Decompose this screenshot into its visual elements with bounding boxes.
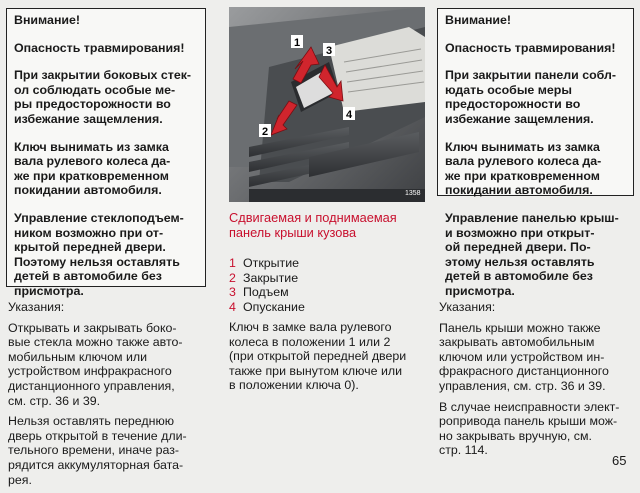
figure-legend — [229, 256, 305, 314]
legend-item — [229, 285, 305, 300]
notes-heading: Указания: — [439, 300, 496, 314]
warning-paragraph: Управление стеклоподъем- ником возможно при от- крытой передней двери. Поэтому нельзя оставлять детей в автомобиле без присмотра. — [14, 210, 184, 298]
warning-paragraph: При закрытии боковых стек- ол соблюдать особые ме- ры предосторожности во избежание защемления. — [14, 68, 192, 126]
warning-paragraph: Ключ вынимать из замка вала рулевого колеса да- же при кратковременном покидании автомобиля. — [14, 139, 171, 198]
legend-number: 1 — [229, 256, 236, 270]
legend-item — [229, 271, 305, 286]
callout-3: 3 — [326, 45, 333, 57]
note-paragraph: Нельзя оставлять переднюю дверь открытой в течение дли- тельного времени, иначе раз- рядится аккумуляторная бата- рея. — [8, 414, 187, 487]
legend-number: 4 — [229, 299, 236, 314]
warning-box-right — [437, 8, 634, 298]
callout-2: 2 — [262, 126, 269, 138]
warning-title: Внимание! — [445, 13, 512, 27]
sunroof-switch-photo — [229, 7, 425, 202]
callout-1: 1 — [294, 37, 301, 49]
figure-caption: Сдвигаемая и поднимаемая панель крыши кузова — [229, 210, 397, 240]
warning-paragraph: При закрытии панели собл- юдать особые меры предосторожности во избежание защемления. — [445, 68, 617, 126]
note-paragraph: Панель крыши можно также закрывать автомобильным ключом или устройством ин- фракрасного дистанционного управления, см. стр. 36 и 39. — [439, 320, 609, 393]
note-paragraph: В случае неисправности элект- ропривода панель крыши мож- но закрывать вручную, см. стр. 114. — [439, 399, 620, 458]
warning-subtitle: Опасность травмирования! — [445, 40, 616, 55]
callout-4: 4 — [346, 109, 353, 121]
legend-number: 3 — [229, 285, 236, 300]
warning-paragraph: Управление панелью крыш- и возможно при открыт- ой передней двери. По- этому нельзя оставлять детей в автомобиле без присмотра. — [445, 210, 619, 298]
page-number: 65 — [612, 453, 627, 468]
legend-label: Закрытие — [243, 270, 299, 285]
legend-item — [229, 256, 305, 271]
figure-number: 1358 — [405, 190, 421, 197]
warning-subtitle: Опасность травмирования! — [14, 40, 185, 55]
note-paragraph: Открывать и закрывать боко- вые стекла можно также авто- мобильным ключом или устройством инфракрасного дистанционного управления, см. стр. 36 и 39. — [8, 320, 183, 408]
key-position-text: Ключ в замке вала рулевого колеса в положении 1 или 2 (при открытой передней двери также при вынутом ключе или в положении ключа 0). — [229, 320, 407, 393]
notes-left — [8, 300, 208, 493]
legend-label: Подъем — [243, 285, 289, 300]
warning-title: Внимание! — [14, 13, 81, 27]
legend-item — [229, 300, 305, 315]
warning-box-left — [6, 8, 206, 298]
legend-label: Открытие — [243, 256, 300, 270]
warning-paragraph: Ключ вынимать из замка вала рулевого колеса да- же при кратковременном покидании автомобиля. — [445, 139, 602, 198]
legend-label: Опускание — [243, 299, 305, 314]
notes-right — [439, 300, 639, 464]
notes-heading: Указания: — [8, 300, 65, 314]
legend-number: 2 — [229, 270, 236, 285]
